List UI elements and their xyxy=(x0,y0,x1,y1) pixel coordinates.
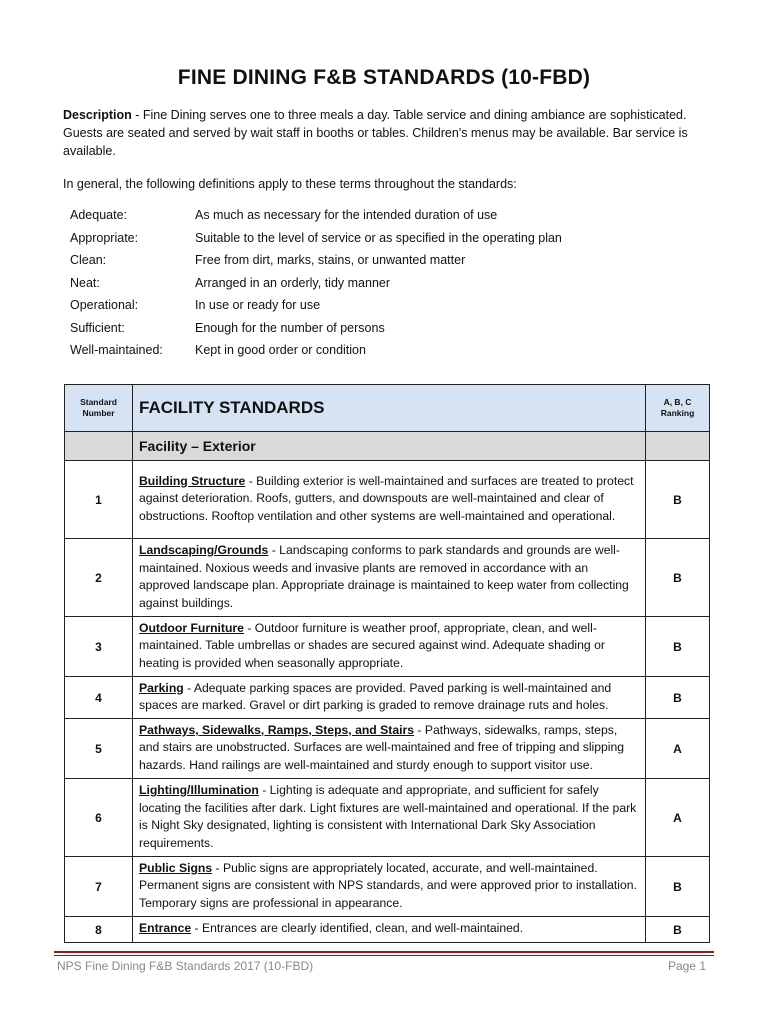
standard-ranking: B xyxy=(646,539,710,617)
standard-body: - Adequate parking spaces are provided. Paved parking is well-maintained and spaces are marked. Gravel or dirt parking is graded to remove drainage ruts and holes. xyxy=(139,680,612,712)
definition-row xyxy=(70,339,690,362)
facility-standards-table xyxy=(64,384,710,943)
page-title: FINE DINING F&B STANDARDS (10-FBD) xyxy=(177,66,591,89)
standard-text xyxy=(133,539,646,617)
table-row xyxy=(65,461,710,539)
standard-lead: Outdoor Furniture xyxy=(139,620,244,635)
description-paragraph xyxy=(63,106,703,160)
standard-text xyxy=(133,677,646,719)
standard-lead: Pathways, Sidewalks, Ramps, Steps, and Stairs xyxy=(139,722,415,737)
definition-term: Operational: xyxy=(70,298,139,313)
standard-body: - Pathways, sidewalks, ramps, steps, and stairs are unobstructed. Surfaces are well-maintained and free of tripping and slipping hazards. Hand railings are well-maintained and sturdy enough to support visitor use. xyxy=(139,722,625,772)
standard-ranking: B xyxy=(646,461,710,539)
standard-ranking: B xyxy=(646,857,710,917)
standard-number: 4 xyxy=(65,677,133,719)
column-header-number: Standard Number xyxy=(65,385,133,432)
definition-term: Well-maintained: xyxy=(70,343,163,358)
table-row xyxy=(65,677,710,719)
standard-number: 1 xyxy=(65,461,133,539)
standard-lead: Building Structure xyxy=(139,473,246,488)
table-row xyxy=(65,917,710,943)
definition-desc: Arranged in an orderly, tidy manner xyxy=(195,275,391,290)
table-row xyxy=(65,719,710,779)
standard-ranking: B xyxy=(646,677,710,719)
standard-number: 7 xyxy=(65,857,133,917)
section-header-row xyxy=(65,432,710,461)
definition-row xyxy=(70,317,690,340)
definition-row xyxy=(70,249,690,272)
description-label: Description xyxy=(63,108,132,122)
definition-term: Neat: xyxy=(70,275,100,290)
standard-body: - Building exterior is well-maintained and surfaces are treated to protect against deterioration. Roofs, gutters, and downspouts are well-maintained and clear of obstructions. Rooftop ventilation and other systems are well-maintained and operational. xyxy=(139,473,634,523)
standard-number: 6 xyxy=(65,779,133,857)
definition-desc: In use or ready for use xyxy=(195,298,321,313)
definition-term: Sufficient: xyxy=(70,320,125,335)
section-header-blank xyxy=(65,432,133,461)
standard-body: - Landscaping conforms to park standards and grounds are well-maintained. Noxious weeds and invasive plants are removed in accordance with an approved landscape plan. Appropriate drainage is maintained to keep water from collecting against buildings. xyxy=(139,543,629,610)
standard-text xyxy=(133,857,646,917)
definition-desc: Suitable to the level of service or as specified in the operating plan xyxy=(195,230,562,245)
standard-body: - Outdoor furniture is weather proof, appropriate, clean, and well-maintained. Table umbrellas or shades are secured against wind. Adequate shading or heating is provided when seasonally appropriate. xyxy=(139,620,605,670)
standard-number: 3 xyxy=(65,617,133,677)
section-header-blank xyxy=(646,432,710,461)
standard-lead: Lighting/Illumination xyxy=(139,783,259,797)
definition-desc: Enough for the number of persons xyxy=(195,320,385,335)
standard-ranking: A xyxy=(646,719,710,779)
table-row xyxy=(65,539,710,617)
standard-lead: Entrance xyxy=(139,921,192,936)
standard-lead: Public Signs xyxy=(139,860,213,875)
table-row xyxy=(65,857,710,917)
definition-term: Adequate: xyxy=(70,208,127,223)
footer-divider xyxy=(54,955,714,956)
table-row xyxy=(65,779,710,857)
table-row xyxy=(65,617,710,677)
footer-document-name: NPS Fine Dining F&B Standards 2017 (10-FBD) xyxy=(57,959,314,973)
definition-row xyxy=(70,204,690,227)
definition-term: Clean: xyxy=(70,253,107,268)
standard-number: 5 xyxy=(65,719,133,779)
column-header-ranking: A, B, C Ranking xyxy=(646,385,710,432)
standard-ranking: B xyxy=(646,617,710,677)
standard-lead: Landscaping/Grounds xyxy=(139,543,269,557)
definition-term: Appropriate: xyxy=(70,230,139,245)
standard-ranking: A xyxy=(646,779,710,857)
standard-number: 8 xyxy=(65,917,133,943)
definition-row xyxy=(70,227,690,250)
footer-divider xyxy=(54,951,714,953)
footer-page-number: Page 1 xyxy=(667,959,706,973)
standard-body: - Lighting is adequate and appropriate, and sufficient for safely locating the facilities after dark. Light fixtures are well-maintained and operational. If the park is Night Sky designated, lighting is consistent with International Dark Sky Association requirements. xyxy=(139,783,637,850)
definition-row xyxy=(70,272,690,295)
definitions-list xyxy=(70,204,690,362)
definition-desc: Kept in good order or condition xyxy=(195,343,366,358)
standard-text xyxy=(133,461,646,539)
standard-text xyxy=(133,617,646,677)
definitions-intro: In general, the following definitions apply to these terms throughout the standards: xyxy=(63,177,517,191)
section-title: Facility – Exterior xyxy=(133,432,646,461)
table-header-row xyxy=(65,385,710,432)
description-text: - Fine Dining serves one to three meals a day. Table service and dining ambiance are sophisticated. Guests are seated and served by wait staff in booths or tables. Children's menus may be available. Bar service is available. xyxy=(63,108,688,158)
definition-row xyxy=(70,294,690,317)
standard-ranking: B xyxy=(646,917,710,943)
definition-desc: Free from dirt, marks, stains, or unwanted matter xyxy=(195,253,466,268)
standard-body: - Public signs are appropriately located, accurate, and well-maintained. Permanent signs are consistent with NPS standards, and were approved prior to installation. Temporary signs are professional in appearance. xyxy=(139,860,637,910)
definition-desc: As much as necessary for the intended duration of use xyxy=(195,208,498,223)
standard-body: - Entrances are clearly identified, clean, and well-maintained. xyxy=(191,921,524,936)
standard-number: 2 xyxy=(65,539,133,617)
standard-text xyxy=(133,779,646,857)
standard-lead: Parking xyxy=(139,680,184,695)
standard-text xyxy=(133,917,646,943)
table-heading: FACILITY STANDARDS xyxy=(133,385,646,432)
standard-text xyxy=(133,719,646,779)
